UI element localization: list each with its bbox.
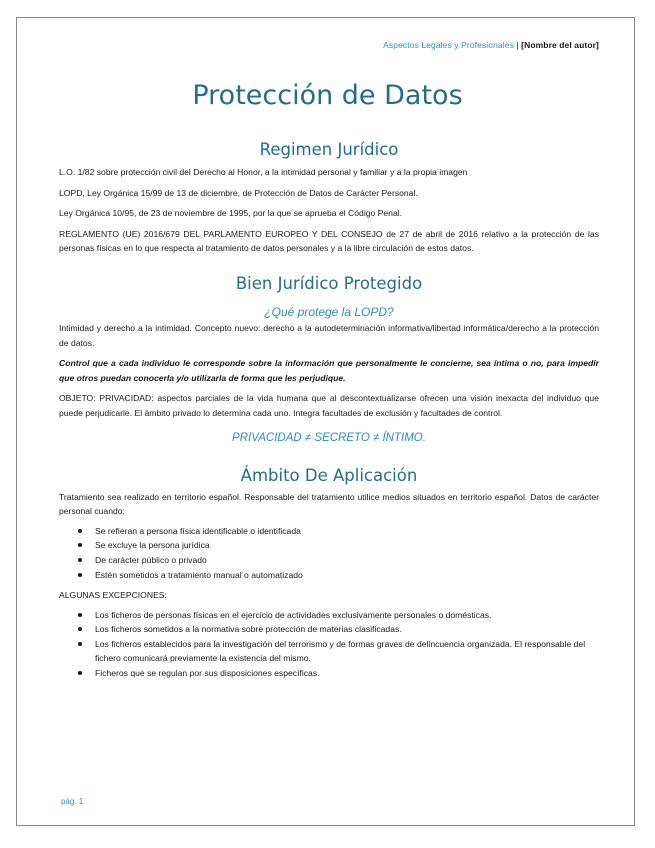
list-item: Se refieran a persona física identificable o identificada (95, 524, 599, 539)
heading-regimen: Regimen Jurídico (259, 140, 399, 159)
bien-paragraph: Intimidad y derecho a la intimidad. Concepto nuevo: derecho a la autodeterminación informativa/libertad informática/derecho a la protección de datos. (59, 322, 599, 348)
ambito-list (59, 524, 599, 582)
list-item: Se excluye la persona jurídica (95, 538, 599, 553)
page-header (383, 40, 599, 50)
exceptions-list (59, 608, 599, 681)
bien-paragraph-italic: Control que a cada individuo le corresponde sobre la información que personalmente le concierne, sea íntima o no, para impedir que otros puedan conocerla y/o utilizarla de forma que les perjudique. (59, 358, 599, 383)
list-item: Los ficheros de personas físicas en el ejercicio de actividades exclusivamente personales o domésticas. (95, 608, 599, 623)
header-section: Aspectos Legales y Profesionales (383, 40, 514, 50)
heading-ambito: Ámbito De Aplicación (240, 465, 418, 485)
page-number: pág. 1 (61, 797, 84, 806)
privacy-highlight: PRIVACIDAD ≠ SECRETO ≠ ÍNTIMO. (232, 431, 426, 444)
bien-paragraph: OBJETO: PRIVACIDAD: aspectos parciales de la vida humana que al descontextualizarse ofrecen una visión inexacta del individuo que puede perjudicarle. El ámbito privado lo determina cada uno. Integra facultades de exclusión y facultades de control. (59, 393, 599, 418)
list-item: Los ficheros establecidos para la investigación del terrorismo y de formas graves de delincuencia organizada. El responsable del fichero comunicará previamente la existencia del mismo. (95, 637, 599, 666)
header-separator: | (513, 40, 522, 50)
list-item: De carácter público o privado (95, 553, 599, 568)
header-author: [Nombre del autor] (521, 40, 599, 50)
list-item: Los ficheros sometidos a la normativa sobre protección de materias clasificadas. (95, 622, 599, 637)
ambito-intro: Tratamiento sea realizado en territorio español. Responsable del tratamiento utilice medios situados en territorio español. Datos de carácter personal cuando: (59, 491, 599, 517)
regimen-paragraph: L.O. 1/82 sobre protección civil del Derecho al Honor, a la intimidad personal y familiar y a la propia imagen (59, 167, 468, 177)
regimen-paragraph: Ley Orgánica 10/95, de 23 de noviembre de 1995, por la que se aprueba el Código Penal. (59, 208, 403, 219)
list-item: Estén sometidos a tratamiento manual o automatizado (95, 568, 599, 583)
exceptions-label: ALGUNAS EXCEPCIONES: (59, 590, 167, 601)
regimen-paragraph: REGLAMENTO (UE) 2016/679 DEL PARLAMENTO EUROPEO Y DEL CONSEJO de 27 de abril de 2016 relativo a la protección de las personas físicas en lo que respecta al tratamiento de datos personales y a la libre circulación de estos datos. (59, 228, 599, 254)
heading-bien-juridico: Bien Jurídico Protegido (235, 273, 423, 293)
subheading-que-protege: ¿Qué protege la LOPD? (264, 304, 394, 319)
regimen-paragraph: LOPD, Ley Orgánica 15/99 de 13 de diciembre, de Protección de Datos de Carácter Personal. (59, 187, 418, 198)
list-item: Ficheros que se regulan por sus disposiciones específicas. (95, 666, 599, 681)
document-body (59, 140, 599, 681)
document-title: Protección de Datos (192, 80, 463, 111)
